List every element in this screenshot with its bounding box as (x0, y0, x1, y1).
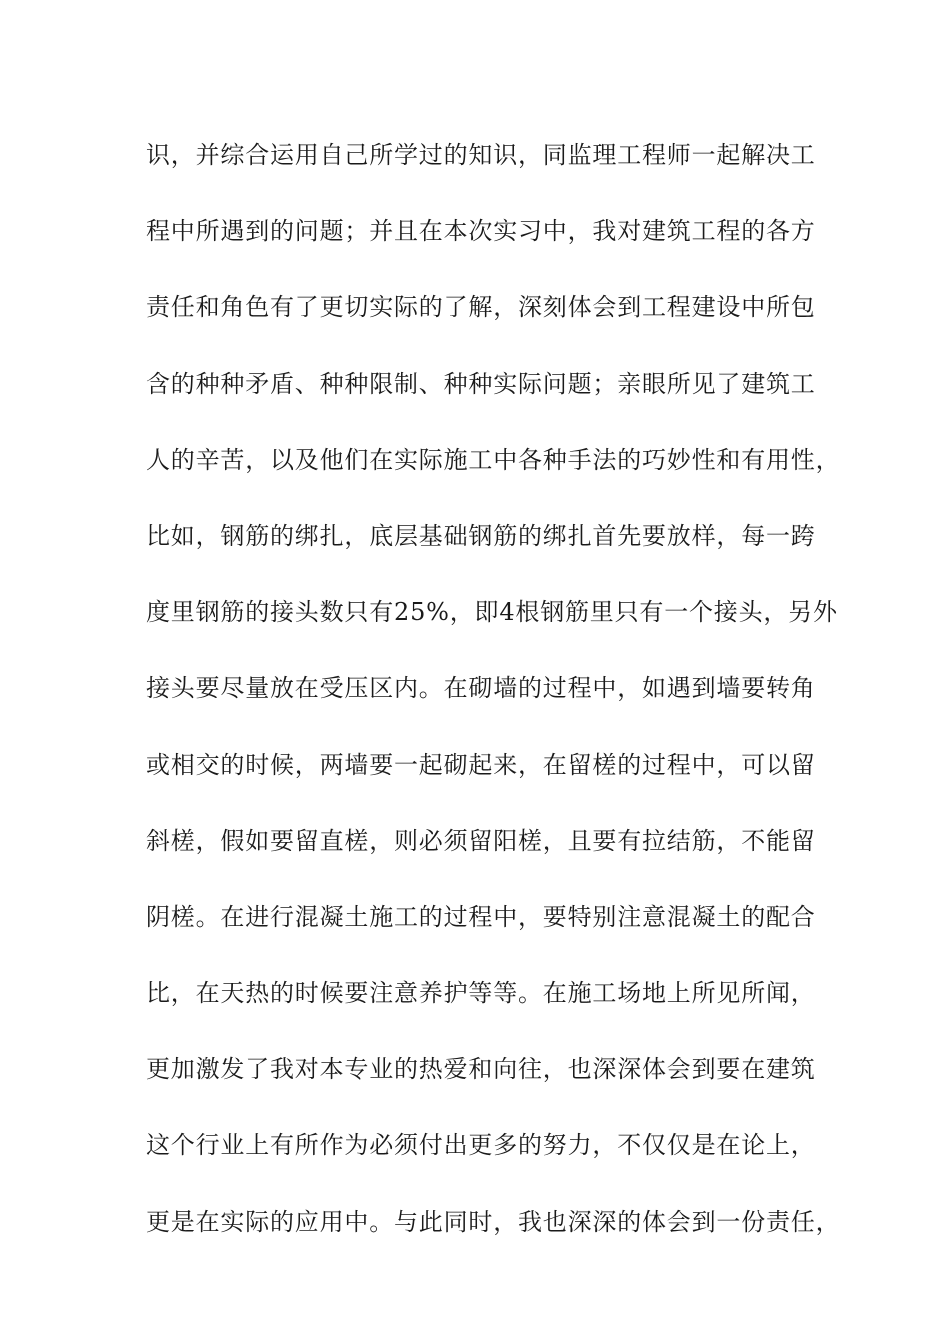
text-line: 识，并综合运用自己所学过的知识，同监理工程师一起解决工 (146, 141, 816, 169)
text-line: 程中所遇到的问题；并且在本次实习中，我对建筑工程的各方 (146, 217, 816, 246)
text-line: 比，在天热的时候要注意养护等等。在施工场地上所见所闻， (146, 979, 816, 1008)
text-line: 接头要尽量放在受压区内。在砌墙的过程中，如遇到墙要转角 (146, 674, 816, 703)
text-line: 含的种种矛盾、种种限制、种种实际问题；亲眼所见了建筑工 (146, 369, 816, 398)
text-line: 人的辛苦，以及他们在实际施工中各种手法的巧妙性和有用性， (146, 445, 841, 474)
text-line: 度里钢筋的接头数只有25%，即4根钢筋里只有一个接头，另外 (146, 598, 838, 627)
text-line: 更是在实际的应用中。与此同时，我也深深的体会到一份责任， (146, 1207, 841, 1236)
body-text (146, 130, 841, 1273)
text-line: 责任和角色有了更切实际的了解，深刻体会到工程建设中所包 (146, 293, 816, 322)
text-line: 比如，钢筋的绑扎，底层基础钢筋的绑扎首先要放样，每一跨 (146, 521, 816, 550)
text-line: 更加激发了我对本专业的热爱和向往，也深深体会到要在建筑 (146, 1055, 816, 1084)
text-line: 阴槎。在进行混凝土施工的过程中，要特别注意混凝土的配合 (146, 902, 816, 931)
text-line: 或相交的时候，两墙要一起砌起来，在留槎的过程中，可以留 (146, 750, 816, 779)
text-line: 这个行业上有所作为必须付出更多的努力，不仅仅是在论上， (146, 1131, 816, 1160)
text-line: 斜槎，假如要留直槎，则必须留阳槎，且要有拉结筋，不能留 (146, 826, 816, 855)
